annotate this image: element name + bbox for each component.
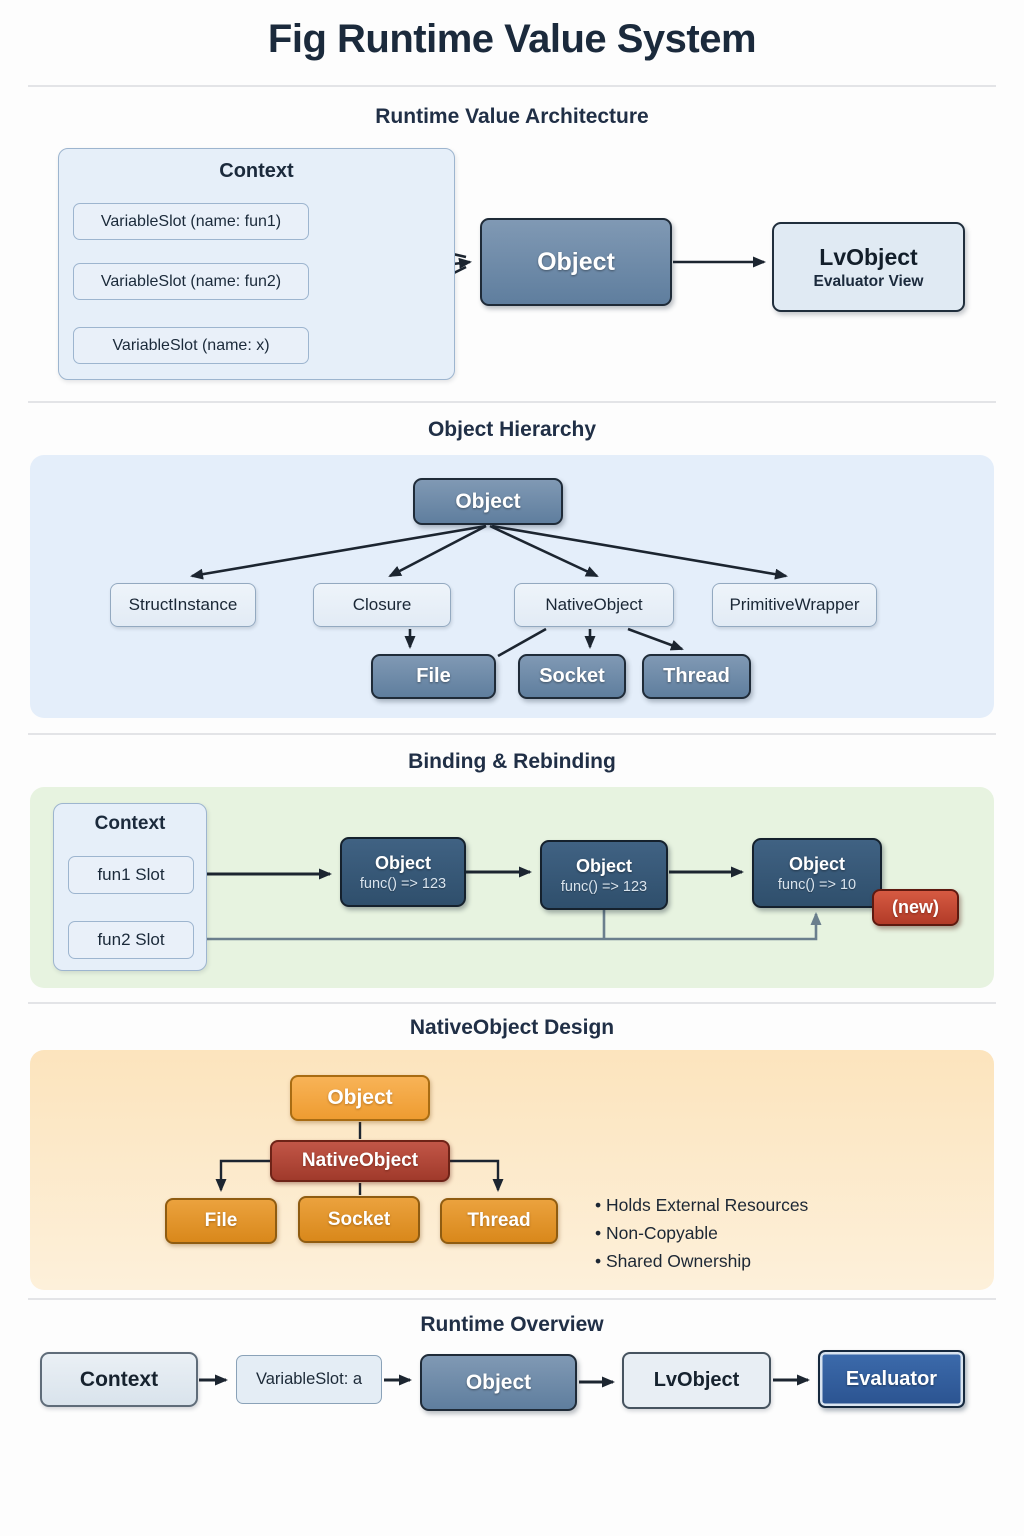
hierarchy-root-object: Object bbox=[413, 478, 563, 525]
object-label: Object bbox=[788, 853, 845, 874]
overview-evaluator-node: Evaluator bbox=[818, 1350, 965, 1408]
fun2-slot: fun2 Slot bbox=[68, 921, 194, 959]
variable-slot-fun1: VariableSlot (name: fun1) bbox=[73, 203, 309, 240]
hierarchy-node-structinstance: StructInstance bbox=[110, 583, 256, 627]
lvobject-node bbox=[772, 222, 965, 312]
overview-object-node: Object bbox=[420, 1354, 577, 1411]
section-heading-hierarchy: Object Hierarchy bbox=[427, 418, 597, 441]
section-divider bbox=[28, 1002, 996, 1004]
overview-context-node: Context bbox=[40, 1352, 198, 1407]
design-thread-node: Thread bbox=[440, 1198, 558, 1244]
hierarchy-node-file: File bbox=[371, 654, 496, 699]
design-socket-node: Socket bbox=[298, 1196, 420, 1243]
object-label: Object bbox=[374, 852, 431, 873]
overview-lvobject-node: LvObject bbox=[622, 1352, 771, 1409]
note-item: • Non-Copyable bbox=[595, 1219, 975, 1247]
hierarchy-node-thread: Thread bbox=[642, 654, 751, 699]
note-item: • Holds External Resources bbox=[595, 1191, 975, 1219]
note-item: • Shared Ownership bbox=[595, 1247, 975, 1275]
object-value: func() => 123 bbox=[359, 875, 447, 892]
object-node: Object bbox=[480, 218, 672, 306]
overview-variableslot-node: VariableSlot: a bbox=[236, 1355, 382, 1404]
hierarchy-node-nativeobject: NativeObject bbox=[514, 583, 674, 627]
object-label: Object bbox=[575, 855, 632, 876]
design-nativeobject-node: NativeObject bbox=[270, 1140, 450, 1182]
variable-slot-fun2: VariableSlot (name: fun2) bbox=[73, 263, 309, 300]
section-divider bbox=[28, 85, 996, 87]
context-container bbox=[58, 148, 455, 380]
new-badge: (new) bbox=[872, 889, 959, 926]
fun1-slot: fun1 Slot bbox=[68, 856, 194, 894]
native-design-notes bbox=[595, 1191, 975, 1275]
hierarchy-node-socket: Socket bbox=[518, 654, 626, 699]
section-divider bbox=[28, 733, 996, 735]
design-file-node: File bbox=[165, 1198, 277, 1244]
bound-object-2 bbox=[540, 840, 668, 910]
figure-title: Fig Runtime Value System bbox=[267, 16, 757, 61]
section-heading-native-design: NativeObject Design bbox=[409, 1016, 615, 1039]
section-heading-binding: Binding & Rebinding bbox=[408, 750, 616, 773]
hierarchy-node-primitivewrapper: PrimitiveWrapper bbox=[712, 583, 877, 627]
section-heading-overview: Runtime Overview bbox=[420, 1313, 604, 1336]
hierarchy-node-closure: Closure bbox=[313, 583, 451, 627]
lvobject-label: LvObject bbox=[819, 243, 918, 270]
section-divider bbox=[28, 401, 996, 403]
context-title: Context bbox=[94, 813, 166, 834]
section-heading-architecture: Runtime Value Architecture bbox=[375, 105, 649, 128]
design-object-node: Object bbox=[290, 1075, 430, 1121]
binding-context-container bbox=[53, 803, 207, 971]
lvobject-sublabel: Evaluator View bbox=[813, 272, 924, 290]
variable-slot-x: VariableSlot (name: x) bbox=[73, 327, 309, 364]
context-title: Context bbox=[219, 160, 294, 182]
bound-object-3 bbox=[752, 838, 882, 908]
object-value: func() => 10 bbox=[777, 876, 857, 893]
bound-object-1 bbox=[340, 837, 466, 907]
section-divider bbox=[28, 1298, 996, 1300]
object-value: func() => 123 bbox=[560, 878, 648, 895]
